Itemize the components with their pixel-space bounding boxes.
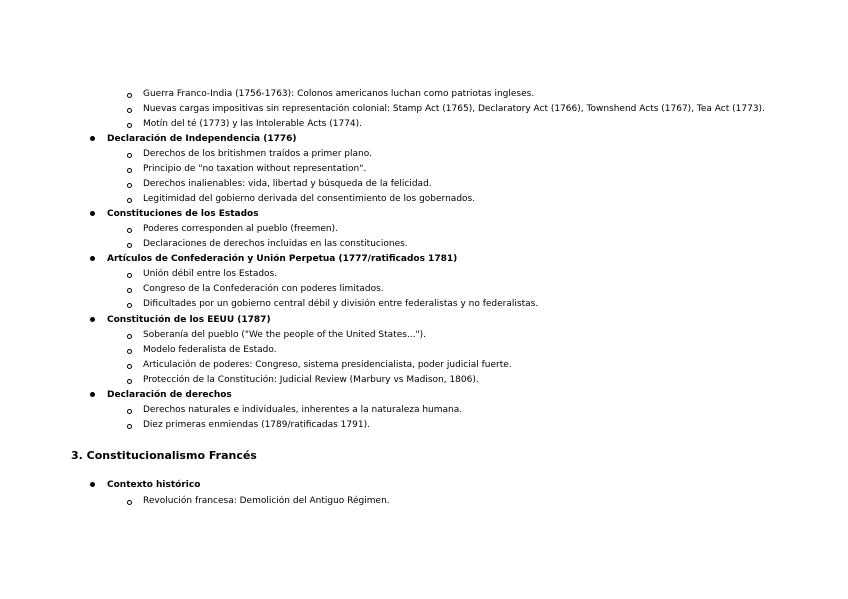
list-item: Soberanía del pueblo ("We the people of the United States...").	[143, 330, 427, 340]
list-item: Derechos naturales e individuales, inherentes a la naturaleza humana.	[143, 405, 463, 415]
list-item: Diez primeras enmiendas (1789/ratificadas 1791).	[143, 420, 370, 430]
list-item: Guerra Franco-India (1756-1763): Colonos americanos luchan como patriotas ingleses.	[143, 89, 535, 99]
sub-bullet-icon	[127, 243, 132, 248]
list-item: Motín del té (1773) y las Intolerable Acts (1774).	[143, 119, 363, 129]
list-item: Modelo federalista de Estado.	[143, 345, 277, 355]
list-item: Unión débil entre los Estados.	[143, 269, 278, 279]
sub-bullet-icon	[127, 288, 132, 293]
sub-bullet-icon	[127, 93, 132, 98]
bullet-icon	[90, 136, 95, 141]
sub-bullet-icon	[127, 379, 132, 384]
sub-bullet-icon	[127, 500, 132, 505]
section-heading: 3. Constitucionalismo Francés	[71, 449, 257, 462]
list-item: Derechos de los britishmen traídos a primer plano.	[143, 149, 372, 159]
list-item: Congreso de la Confederación con poderes limitados.	[143, 284, 384, 294]
sub-bullet-icon	[127, 198, 132, 203]
sub-bullet-icon	[127, 364, 132, 369]
sub-bullet-icon	[127, 228, 132, 233]
bullet-icon	[90, 256, 95, 261]
bullet-icon	[90, 482, 95, 487]
sub-bullet-icon	[127, 424, 132, 429]
sub-bullet-icon	[127, 168, 132, 173]
sub-bullet-icon	[127, 108, 132, 113]
list-item: Revolución francesa: Demolición del Antiguo Régimen.	[143, 496, 390, 506]
bullet-icon	[90, 211, 95, 216]
list-heading: Constituciones de los Estados	[107, 209, 259, 219]
bullet-icon	[90, 317, 95, 322]
sub-bullet-icon	[127, 123, 132, 128]
list-heading: Contexto histórico	[107, 480, 201, 490]
bullet-icon	[90, 392, 95, 397]
list-item: Nuevas cargas impositivas sin representación colonial: Stamp Act (1765), Declaratory Act (1766), Townshend Acts (1767), Tea Act (1773).	[143, 104, 765, 114]
list-item: Dificultades por un gobierno central débil y división entre federalistas y no federalistas.	[143, 299, 539, 309]
list-item: Declaraciones de derechos incluidas en las constituciones.	[143, 239, 408, 249]
sub-bullet-icon	[127, 183, 132, 188]
list-item: Principio de "no taxation without representation".	[143, 164, 367, 174]
sub-bullet-icon	[127, 334, 132, 339]
list-heading: Artículos de Confederación y Unión Perpetua (1777/ratificados 1781)	[107, 254, 458, 264]
sub-bullet-icon	[127, 153, 132, 158]
list-item: Poderes corresponden al pueblo (freemen).	[143, 224, 338, 234]
list-item: Articulación de poderes: Congreso, sistema presidencialista, poder judicial fuerte.	[143, 360, 512, 370]
sub-bullet-icon	[127, 349, 132, 354]
list-heading: Declaración de Independencia (1776)	[107, 134, 297, 144]
list-heading: Declaración de derechos	[107, 390, 232, 400]
sub-bullet-icon	[127, 273, 132, 278]
list-item: Derechos inalienables: vida, libertad y búsqueda de la felicidad.	[143, 179, 432, 189]
list-item: Protección de la Constitución: Judicial Review (Marbury vs Madison, 1806).	[143, 375, 479, 385]
sub-bullet-icon	[127, 409, 132, 414]
list-heading: Constitución de los EEUU (1787)	[107, 315, 271, 325]
list-item: Legitimidad del gobierno derivada del consentimiento de los gobernados.	[143, 194, 476, 204]
sub-bullet-icon	[127, 303, 132, 308]
